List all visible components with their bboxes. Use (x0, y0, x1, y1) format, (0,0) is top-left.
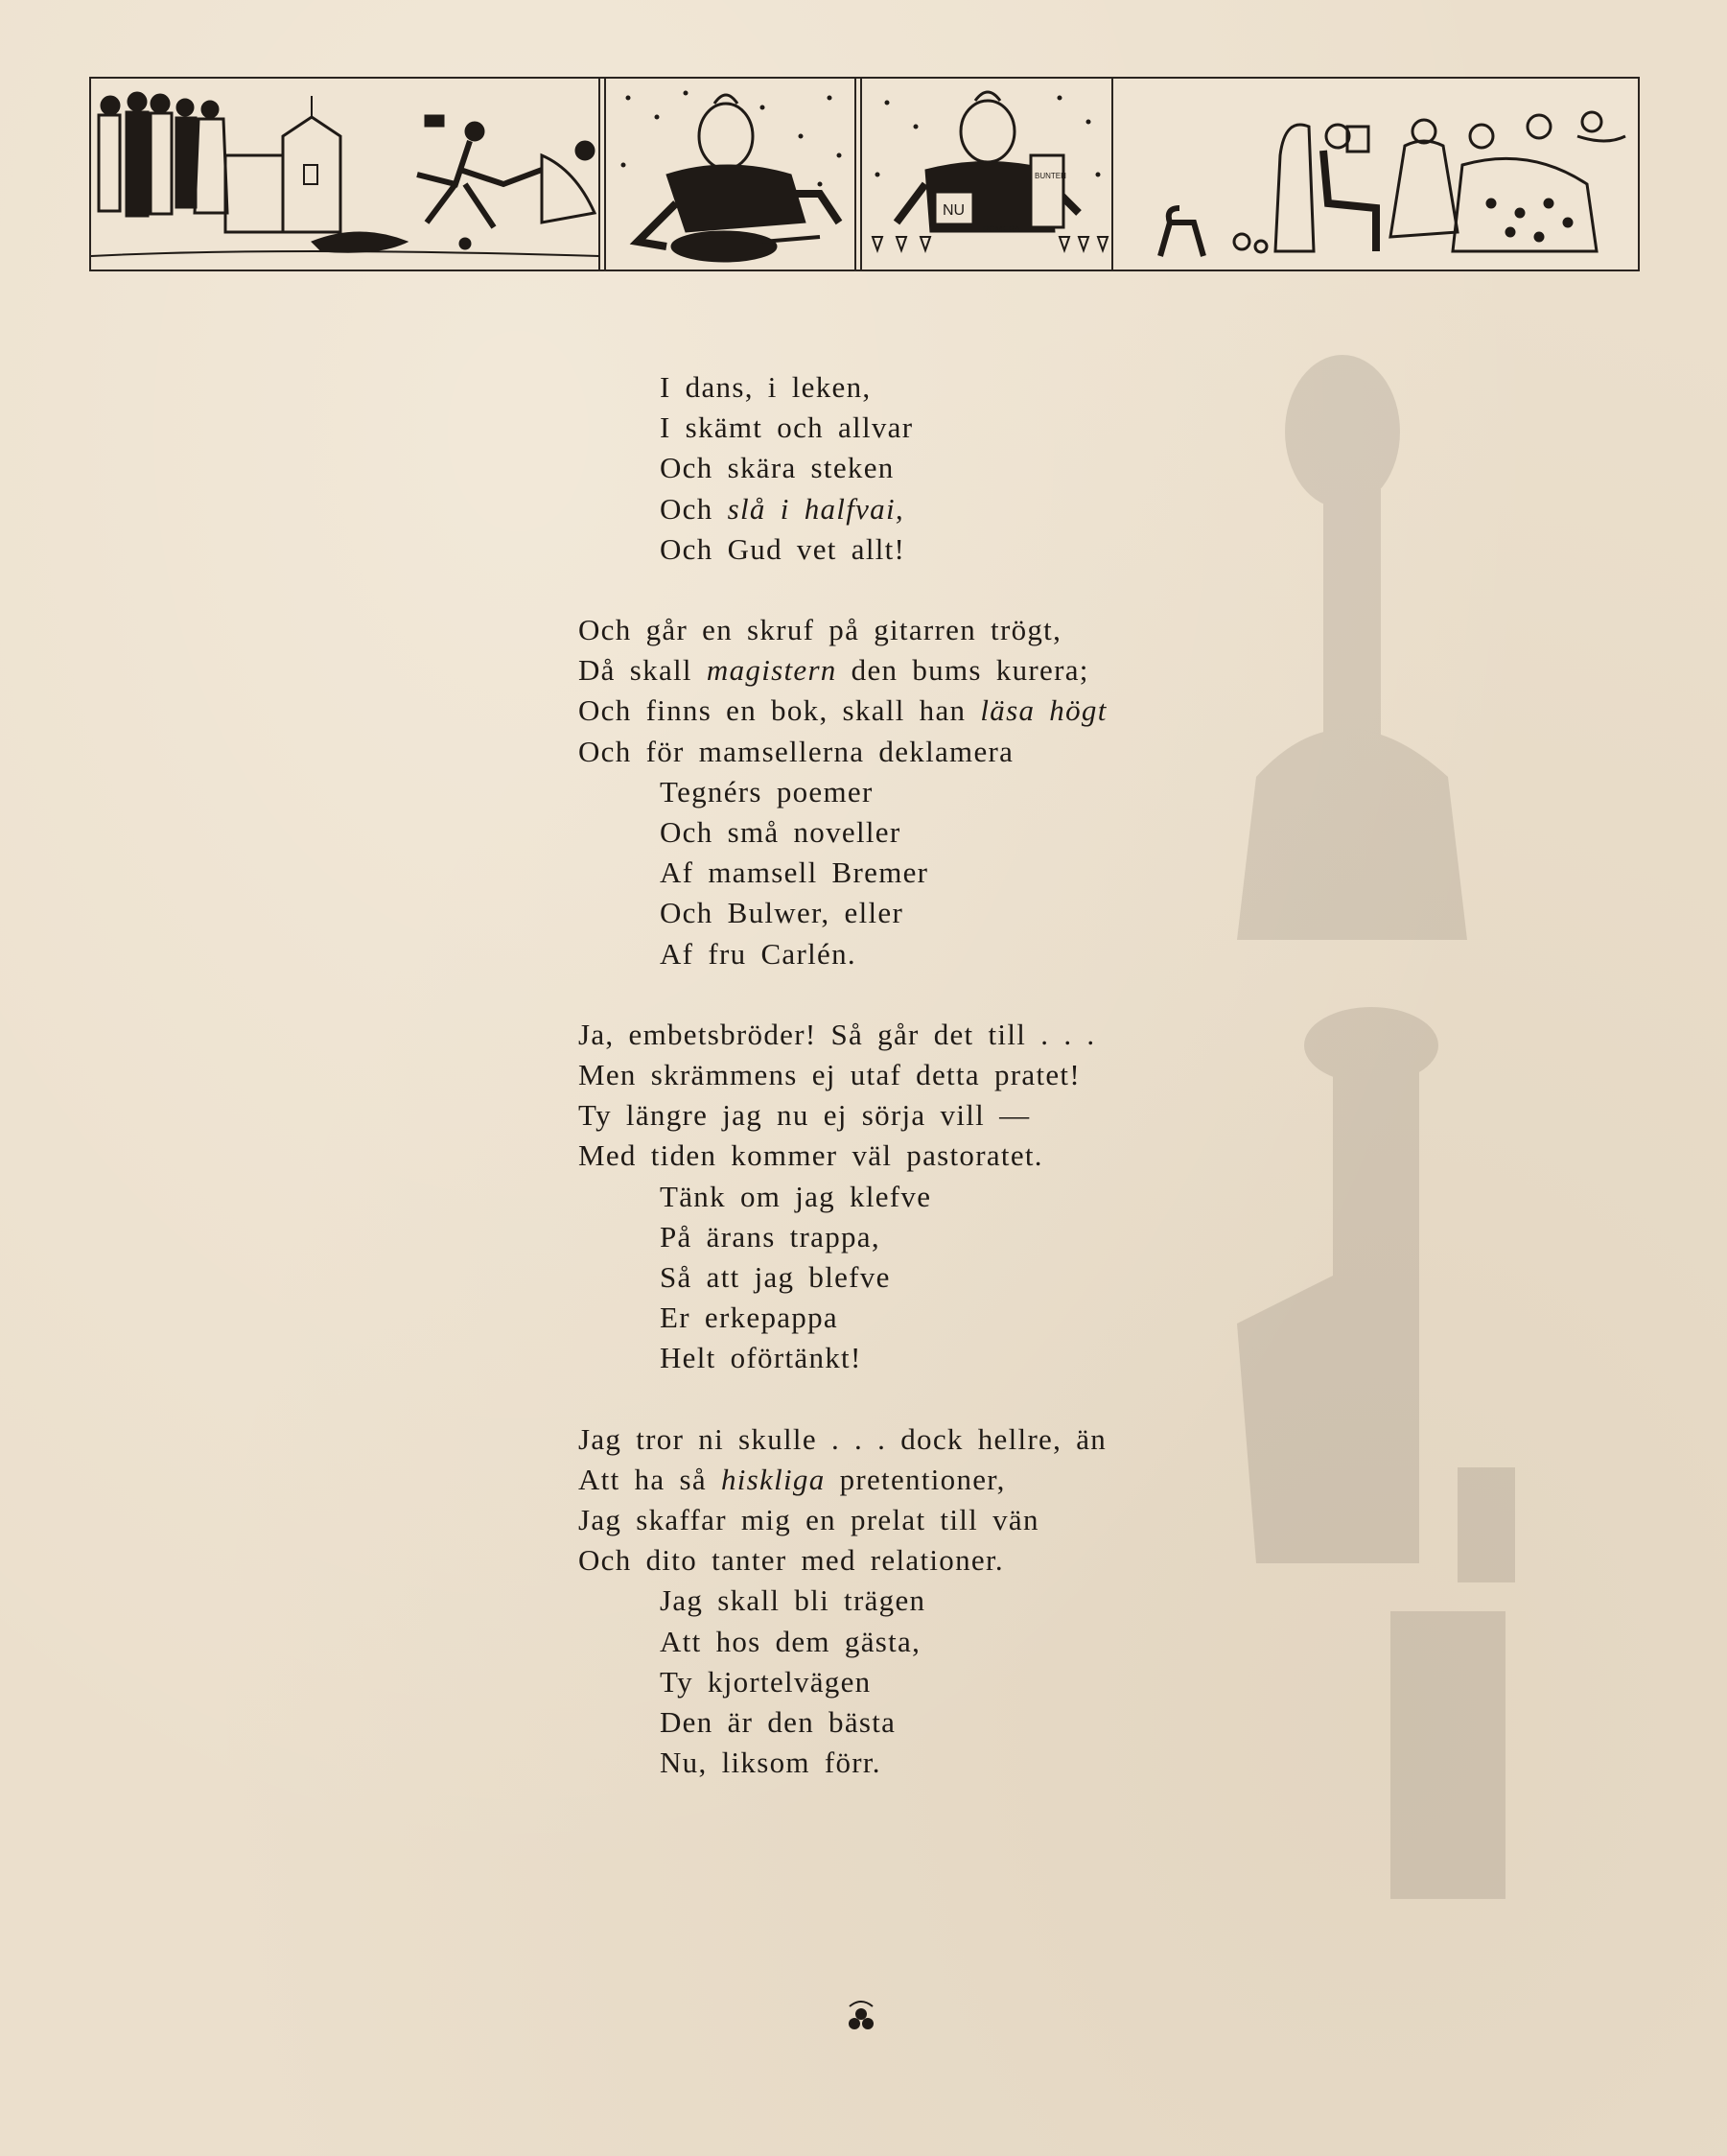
text-segment: Tänk om jag klefve (660, 1179, 932, 1213)
banner-label-bottle: POMERA (983, 224, 1021, 234)
text-segment: Och Gud vet allt! (660, 531, 906, 566)
text-segment: Och för mamsellerna deklamera (578, 734, 1015, 768)
text-segment: Då skall (578, 653, 707, 688)
text-segment: I skämt och allvar (660, 410, 914, 445)
poem-line (578, 772, 1345, 812)
text-segment: Den är den bästa (660, 1705, 897, 1740)
poem-line (578, 489, 1345, 529)
stanza-1 (578, 367, 1345, 570)
text-segment: Och små noveller (660, 815, 901, 850)
text-segment: Och (660, 491, 728, 526)
stanza-gap (578, 974, 1345, 1015)
italic-segment: slå i halfvai, (727, 491, 904, 526)
poem-line (578, 1257, 1345, 1298)
text-segment: den bums kurera; (836, 653, 1089, 688)
poem-line (578, 610, 1345, 650)
poem-line (578, 1217, 1345, 1257)
poem-line (578, 934, 1345, 974)
text-segment: Jag tror ni skulle . . . dock hellre, än (578, 1421, 1108, 1456)
panel-village-scene (91, 92, 599, 256)
poem-line (578, 408, 1345, 448)
poem-line (578, 1298, 1345, 1338)
text-segment: Att hos dem gästa, (660, 1624, 922, 1658)
poem-line (578, 853, 1345, 893)
poem-body (578, 367, 1345, 1784)
banner-label-nu: NU (943, 202, 966, 219)
poem-line (578, 1419, 1345, 1460)
text-segment: Helt oförtänkt! (660, 1341, 862, 1375)
poem-line (578, 1095, 1345, 1136)
text-segment: Och skära steken (660, 451, 895, 485)
poem-line (578, 1622, 1345, 1662)
poem-line (578, 1743, 1345, 1783)
text-segment: Tegnérs poemer (660, 774, 874, 808)
text-segment: Och går en skruf på gitarren trögt, (578, 613, 1062, 647)
stanza-gap (578, 1379, 1345, 1419)
text-segment: Och finns en bok, skall han (578, 693, 981, 728)
poem-line (578, 1338, 1345, 1378)
text-segment: Af mamsell Bremer (660, 855, 929, 890)
text-segment: Af fru Carlén. (660, 936, 856, 971)
poem-line (578, 691, 1345, 731)
text-segment: Ty kjortelvägen (660, 1664, 872, 1699)
poem-line (578, 1581, 1345, 1621)
poem-line (578, 1055, 1345, 1095)
poem-line (578, 1662, 1345, 1702)
poem-line (578, 650, 1345, 691)
text-segment: På ärans trappa, (660, 1219, 880, 1254)
text-segment: Så att jag blefve (660, 1260, 891, 1295)
poem-line (578, 893, 1345, 933)
panel-bottles (873, 92, 1108, 250)
text-segment: Och Bulwer, eller (660, 896, 904, 930)
text-segment: Och dito tanter med relationer. (578, 1543, 1004, 1578)
poem-line (578, 1500, 1345, 1540)
text-segment: Jag skall bli trägen (660, 1583, 926, 1618)
banner-label-bottle-top: BUNTEN (1035, 172, 1066, 180)
poem-line (578, 1702, 1345, 1743)
poem-line (578, 1460, 1345, 1500)
poem-line (578, 812, 1345, 853)
panel-carving-roast (621, 91, 841, 262)
clover-ornament-icon (842, 1997, 880, 2035)
italic-segment: magistern (706, 653, 837, 688)
stanza-gap (578, 570, 1345, 610)
poem-line (578, 1177, 1345, 1217)
italic-segment: läsa högt (980, 693, 1108, 728)
stanza-4 (578, 1419, 1345, 1784)
panel-salon-reading (1160, 112, 1625, 256)
stanza-3 (578, 1015, 1345, 1379)
poem-line (578, 529, 1345, 570)
text-segment: Med tiden kommer väl pastoratet. (578, 1138, 1043, 1173)
text-segment: pretentioner, (825, 1462, 1006, 1496)
poem-line (578, 732, 1345, 772)
text-segment: Men skrämmens ej utaf detta pratet! (578, 1058, 1081, 1092)
text-segment: Er erkepappa (660, 1301, 838, 1335)
poem-line (578, 1540, 1345, 1581)
text-segment: Nu, liksom förr. (660, 1746, 881, 1780)
poem-line (578, 1136, 1345, 1176)
text-segment: Ja, embetsbröder! Så går det till . . . (578, 1017, 1096, 1051)
stanza-2 (578, 610, 1345, 974)
poem-line (578, 448, 1345, 488)
text-segment: Ty längre jag nu ej sörja vill — (578, 1098, 1031, 1133)
text-segment: Att ha så (578, 1462, 721, 1496)
header-illustration-strip (89, 77, 1640, 271)
text-segment: Jag skaffar mig en prelat till vän (578, 1503, 1039, 1537)
text-segment: I dans, i leken, (660, 370, 872, 404)
italic-segment: hiskliga (720, 1462, 826, 1496)
banner-artwork (91, 79, 1638, 270)
poem-line (578, 367, 1345, 408)
poem-line (578, 1015, 1345, 1055)
